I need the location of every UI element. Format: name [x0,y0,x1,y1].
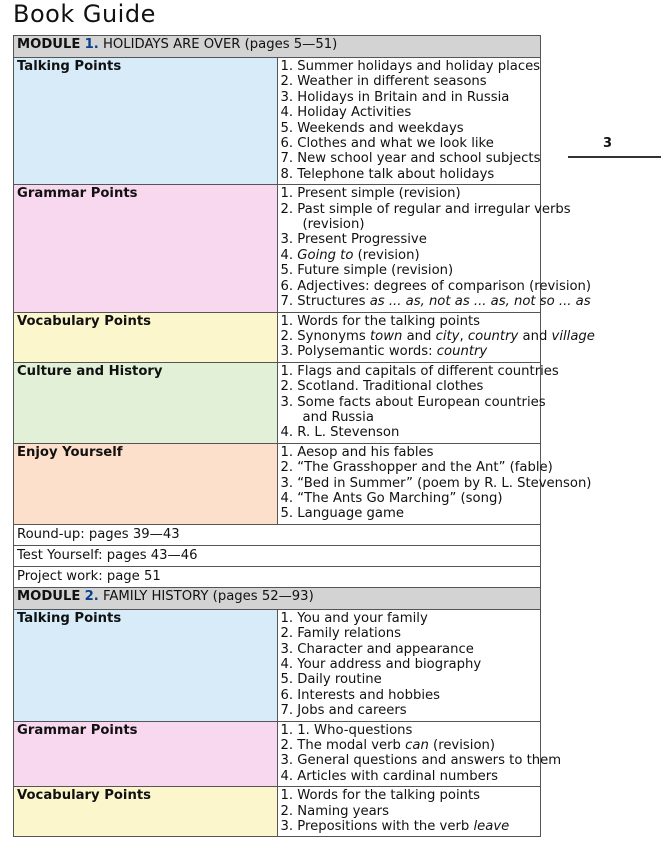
category-label: Enjoy Yourself [14,443,278,524]
list-item: 2. Naming years [280,803,389,819]
topic-list [277,185,592,312]
category-label: Vocabulary Points [14,787,278,837]
list-item-continuation: (revision) [302,217,365,233]
roundup-row [14,524,541,545]
list-item: 1. 1. Who-questions [280,722,413,738]
list-item: 3. General questions and answers to them [280,753,562,769]
topic-list [277,787,541,837]
m2-vocabulary-points-row [14,787,541,837]
list-item: 4. “The Ants Go Marching” (song) [280,490,503,506]
list-item: 3. Prepositions with the verb leave [280,819,510,835]
page-number: 3 [603,136,613,151]
category-label: Talking Points [14,609,278,721]
list-item: 1. Words for the talking points [280,313,481,329]
list-item: 4. Holiday Activities [280,105,412,121]
module-name: HOLIDAYS ARE OVER (pages 5—51) [103,37,338,52]
list-item: 1. You and your family [280,610,428,626]
list-item: 5. Daily routine [280,672,382,688]
list-item: 2. Past simple of regular and irregular verbs [280,201,571,217]
m1-vocabulary-points-row [14,312,541,362]
list-item: 7. New school year and school subjects [280,151,541,167]
list-item: 2. The modal verb can (revision) [280,738,496,754]
list-item: 3. Polysemantic words: country [280,344,488,360]
page-number-rule [568,156,661,158]
module-2-header [14,587,541,609]
list-item: 6. Clothes and what we look like [280,136,494,152]
list-item: 2. Synonyms town and city, country and village [280,328,595,344]
list-item: 1. Present simple (revision) [280,186,461,202]
test-info: Test Yourself: pages 43—46 [14,545,541,566]
list-item: 3. “Bed in Summer” (poem by R. L. Stevenson) [280,475,592,491]
list-item: 3. Character and appearance [280,641,474,657]
list-item: 1. Summer holidays and holiday places [280,59,541,74]
list-item: 3. Present Progressive [280,232,427,248]
topic-list [277,721,562,787]
list-item: 5. Language game [280,506,404,522]
project-row [14,566,541,587]
module-1-header-row [14,36,541,58]
m1-culture-history-row [14,362,541,443]
module-1-header [14,36,541,58]
project-info: Project work: page 51 [14,566,541,587]
module-2-header-row [14,587,541,609]
topic-list [277,609,541,721]
category-label: Grammar Points [14,185,278,312]
list-item: 3. Holidays in Britain and in Russia [280,89,510,105]
list-item: 7. Structures as ... as, not as ... as, not so ... as [280,294,591,310]
module-number: 2. [84,588,99,604]
module-name: FAMILY HISTORY (pages 52—93) [103,588,314,604]
topic-list [277,443,592,524]
list-item: 1. Aesop and his fables [280,444,434,460]
topic-list [277,58,541,185]
list-item: 8. Telephone talk about holidays [280,166,495,182]
m2-talking-points-row [14,609,541,721]
module-label: MODULE [17,588,81,604]
roundup-info: Round-up: pages 39—43 [14,524,541,545]
list-item: 5. Weekends and weekdays [280,120,464,136]
list-item: 4. Articles with cardinal numbers [280,768,499,784]
module-label: MODULE [17,37,81,52]
m1-enjoy-yourself-row [14,443,541,524]
list-item: 4. Your address and biography [280,657,482,672]
list-item: 6. Adjectives: degrees of comparison (revision) [280,278,592,294]
list-item: 1. Words for the talking points [280,788,481,804]
list-item: 6. Interests and hobbies [280,687,440,703]
test-row [14,545,541,566]
list-item: 5. Future simple (revision) [280,263,454,279]
module-number: 1. [84,37,99,52]
category-label: Culture and History [14,362,278,443]
list-item: 4. R. L. Stevenson [280,425,400,441]
book-guide-table [13,35,595,837]
topic-list [277,362,559,443]
list-item: 2. Scotland. Traditional clothes [280,379,484,395]
category-label: Vocabulary Points [14,312,278,362]
list-item: 1. Flags and capitals of different countries [280,363,559,379]
topic-list [277,312,595,362]
category-label: Grammar Points [14,721,278,787]
m1-talking-points-row [14,58,541,185]
list-item: 2. Family relations [280,626,402,642]
list-item: 2. Weather in different seasons [280,74,487,90]
m1-grammar-points-row [14,185,541,312]
page-title: Book Guide [13,0,156,28]
list-item-continuation: and Russia [302,409,374,425]
list-item: 7. Jobs and careers [280,703,407,719]
list-item: 2. “The Grasshopper and the Ant” (fable) [280,460,553,476]
list-item: 3. Some facts about European countries [280,394,546,410]
list-item: 4. Going to (revision) [280,247,420,263]
category-label: Talking Points [14,58,278,185]
m2-grammar-points-row [14,721,541,787]
